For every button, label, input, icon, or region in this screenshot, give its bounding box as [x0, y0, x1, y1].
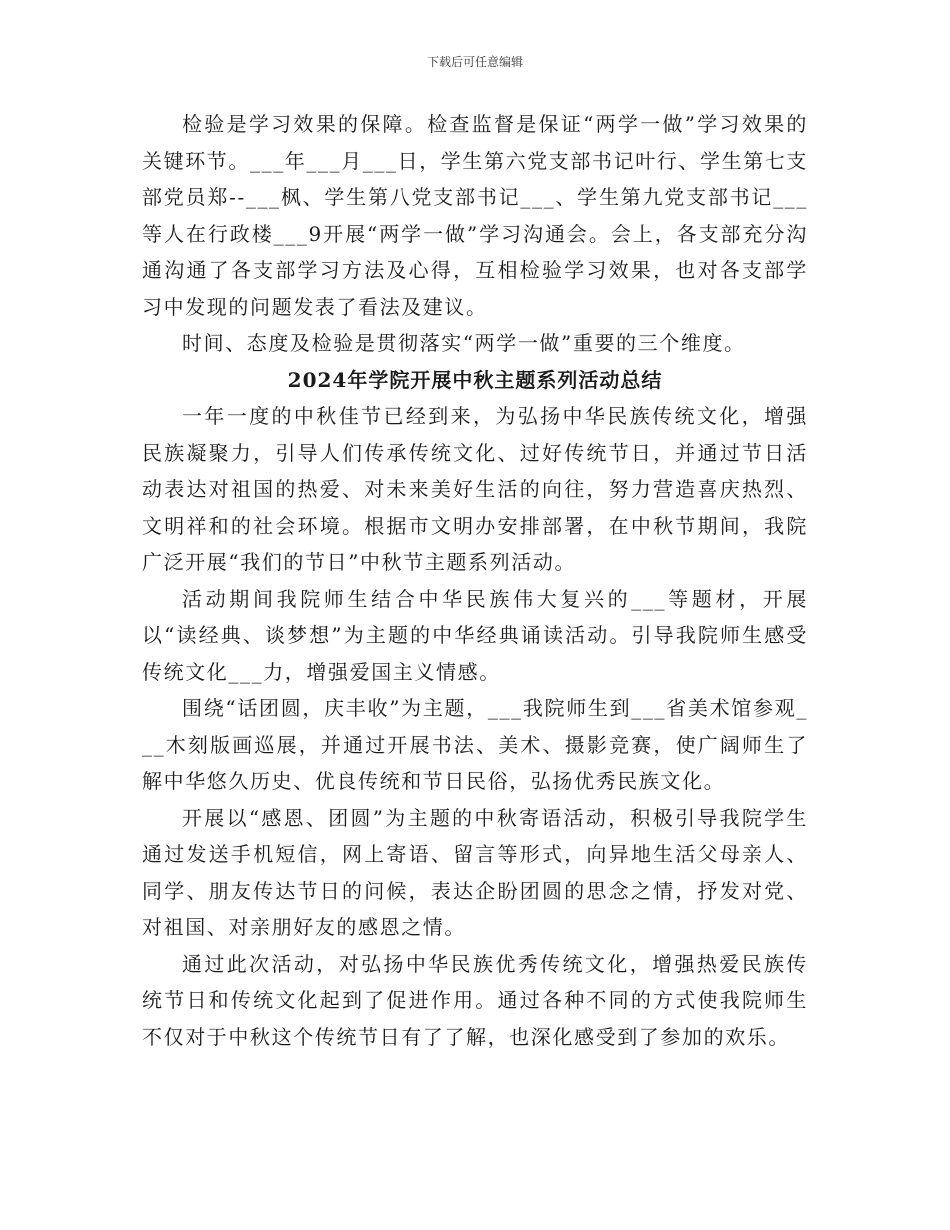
paragraph: 一年一度的中秋佳节已经到来，为弘扬中华民族传统文化，增强民族凝聚力，引导人们传承传统文化、过好传统节日，并通过节日活动表达对祖国的热爱、对未来美好生活的向往，努力营造喜庆热烈、文明祥和的社会环境。根据市文明办安排部署，在中秋节期间，我院广泛开展“我们的节日”中秋节主题系列活动。 — [142, 404, 808, 574]
paragraph: 开展以“感恩、团圆”为主题的中秋寄语活动，积极引导我院学生通过发送手机短信，网上寄语、留言等形式，向异地生活父母亲人、同学、朋友传达节日的问候，表达企盼团圆的思念之情，抒发对党、对祖国、对亲朋好友的感恩之情。 — [142, 805, 808, 939]
section-title: 2024年学院开展中秋主题系列活动总结 — [287, 367, 663, 392]
page-header: 下载后可任意编辑 — [426, 55, 523, 69]
paragraph: 活动期间我院师生结合中华民族伟大复兴的___等题材，开展以“读经典、谈梦想”为主题的中华经典诵读活动。引导我院师生感受传统文化___力，增强爱国主义情感。 — [142, 586, 808, 684]
paragraph: 通过此次活动，对弘扬中华民族优秀传统文化，增强热爱民族传统节日和传统文化起到了促进作用。通过各种不同的方式使我院师生不仅对于中秋这个传统节日有了了解，也深化感受到了参加的欢乐。 — [142, 951, 808, 1049]
paragraph: 检验是学习效果的保障。检查监督是保证“两学一做”学习效果的关键环节。___年___月___日，学生第六党支部书记叶行、学生第七支部党员郑--___枫、学生第八党支部书记___、学生第九党支部书记___等人在行政楼___9开展“两学一做”学习沟通会。会上，各支部充分沟通沟通了各支部学习方法及心得，互相检验学习效果，也对各支部学习中发现的问题发表了看法及建议。 — [142, 112, 808, 319]
document-body — [142, 106, 808, 1055]
paragraph: 围绕“话团圆，庆丰收”为主题，___我院师生到___省美术馆参观___木刻版画巡展，并通过开展书法、美术、摄影竞赛，使广阔师生了解中华悠久历史、优良传统和节日民俗，弘扬优秀民族文化。 — [142, 696, 808, 793]
paragraph: 时间、态度及检验是贯彻落实“两学一做”重要的三个维度。 — [182, 331, 746, 355]
